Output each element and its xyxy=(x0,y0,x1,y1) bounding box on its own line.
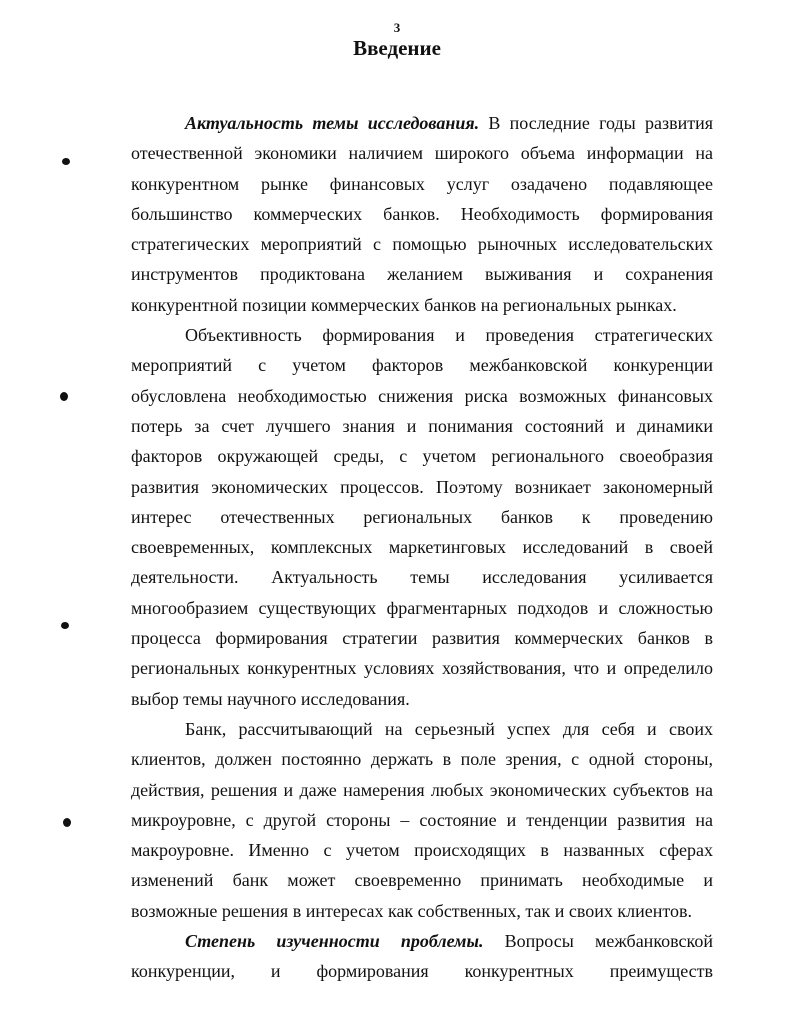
text-line xyxy=(131,775,713,805)
text-line xyxy=(131,290,713,320)
line-text: инструментов продиктована желанием выживания и сохранения xyxy=(131,264,713,285)
line-text: конкурентной позиции коммерческих банков на региональных рынках. xyxy=(131,294,677,315)
scan-mark xyxy=(61,622,69,629)
line-text: большинство коммерческих банков. Необходимость формирования xyxy=(131,203,713,224)
text-line xyxy=(131,562,713,592)
line-text: Объективность формирования и проведения стратегических xyxy=(185,325,713,346)
text-line xyxy=(131,865,713,895)
text-line xyxy=(131,441,713,471)
paragraph-lead: Актуальность темы исследования. xyxy=(185,113,480,133)
line-text: своевременных, комплексных маркетинговых исследований в своей xyxy=(131,537,713,558)
text-line xyxy=(131,320,713,350)
scan-mark xyxy=(63,818,71,827)
text-line xyxy=(131,411,713,441)
text-line xyxy=(131,381,713,411)
line-text: интерес отечественных региональных банков к проведению xyxy=(131,506,713,527)
text-line xyxy=(131,714,713,744)
text-line xyxy=(131,744,713,774)
text-line xyxy=(131,653,713,683)
text-line xyxy=(131,108,713,138)
text-line xyxy=(131,229,713,259)
text-line xyxy=(131,956,713,986)
text-line xyxy=(131,896,713,926)
line-text: возможные решения в интересах как собственных, так и своих клиентов. xyxy=(131,900,692,921)
line-text: развития экономических процессов. Поэтому возникает закономерный xyxy=(131,476,713,497)
line-text: конкурентном рынке финансовых услуг озадачено подавляющее xyxy=(131,173,713,194)
text-line xyxy=(131,835,713,865)
text-line xyxy=(131,623,713,653)
text-line xyxy=(131,138,713,168)
text-line xyxy=(131,350,713,380)
text-line xyxy=(131,199,713,229)
line-text: Банк, рассчитывающий на серьезный успех для себя и своих xyxy=(185,718,713,739)
line-text: деятельности. Актуальность темы исследования усиливается xyxy=(131,567,713,588)
line-text: региональных конкурентных условиях хозяйствования, что и определило xyxy=(131,658,713,679)
text-line xyxy=(131,805,713,835)
line-text: потерь за счет лучшего знания и понимания состояний и динамики xyxy=(131,415,713,436)
line-text: отечественной экономики наличием широкого объема информации на xyxy=(131,143,713,164)
text-line xyxy=(131,472,713,502)
text-line xyxy=(131,259,713,289)
line-text: стратегических мероприятий с помощью рыночных исследовательских xyxy=(131,234,713,255)
text-line xyxy=(131,532,713,562)
line-text: изменений банк может своевременно принимать необходимые и xyxy=(131,870,713,891)
line-text: действия, решения и даже намерения любых экономических субъектов на xyxy=(131,779,713,800)
page-number: 3 xyxy=(393,20,401,35)
line-text: мероприятий с учетом факторов межбанковской конкуренции xyxy=(131,355,713,376)
line-text: обусловлена необходимостью снижения риска возможных финансовых xyxy=(131,385,713,406)
line-text: микроуровне, с другой стороны – состояние и тенденции развития на xyxy=(131,809,713,830)
scan-mark xyxy=(60,392,68,401)
line-text: выбор темы научного исследования. xyxy=(131,688,410,709)
scan-mark xyxy=(62,158,70,165)
text-line xyxy=(131,684,713,714)
text-line xyxy=(131,169,713,199)
text-line xyxy=(131,593,713,623)
line-text: клиентов, должен постоянно держать в поле зрения, с одной стороны, xyxy=(131,749,713,770)
text-line xyxy=(131,926,713,956)
line-text: В последние годы развития xyxy=(479,113,714,133)
line-text: процесса формирования стратегии развития коммерческих банков в xyxy=(131,628,713,649)
line-text: конкуренции, и формирования конкурентных преимуществ xyxy=(131,961,713,982)
section-title: Введение xyxy=(353,36,441,60)
line-text: макроуровне. Именно с учетом происходящих в названных сферах xyxy=(131,840,713,861)
document-body xyxy=(131,108,713,987)
text-line xyxy=(131,502,713,532)
line-text: многообразием существующих фрагментарных подходов и сложностью xyxy=(131,597,713,618)
line-text: факторов окружающей среды, с учетом регионального своеобразия xyxy=(131,446,713,467)
paragraph-lead: Степень изученности проблемы. xyxy=(185,931,484,952)
line-text: Вопросы межбанковской xyxy=(483,931,713,952)
